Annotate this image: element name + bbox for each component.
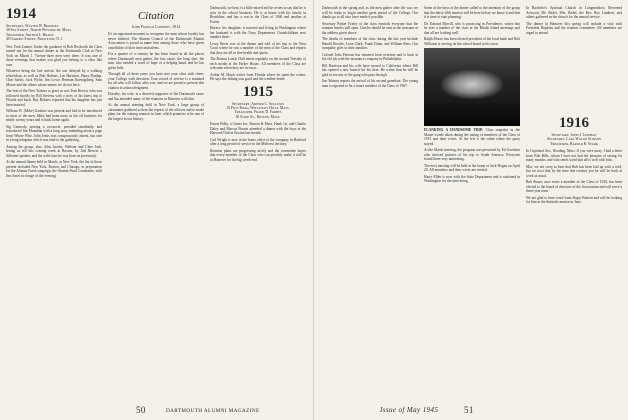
paragraph: At the March meeting, the program was presented by Ed Goodwin who showed pictures of his trip to South America. Everyone found them very interesting.: [424, 148, 520, 161]
paragraph: Whatever being the late arrival, the war delayed by a walking wheelchair, as well as Bob Holmes, Lee Harrison, Harry Dunlap, Clint Sarkis, Jack Wylie, Jim Lowe, Herman Koenigsberg, Sam Moore and the others whose names we do not have.: [6, 69, 102, 87]
paragraph: William W. (Mike) Gaskins was present and had to be introduced to most of the men. Mike had been away in the oil business for nearly twenty years and is back home again.: [6, 109, 102, 123]
paragraph: Dr. Edward Morrill, who is practicing in Providence, writes that he sees a number of the class at the Rhode Island meetings and that all are looking well.: [424, 21, 520, 35]
page-footer: [6, 404, 313, 414]
officer-line: Treasurer, Frank D. Forbes: [234, 110, 282, 115]
page-number: 50: [136, 405, 146, 415]
paragraph: Some of the boys at the dinner called to the attention of the group that the thirty-fifth reunion will be here before we know it and that it is time to start planning.: [424, 6, 520, 19]
citation-paragraph: It's an opportune moment to recognize the man whose loyalty has never faltered. The Alumni Council of the Dartmouth Alumni Association is proud to name him among those who have given unselfishly of their time and talents.: [108, 32, 204, 50]
paragraph: Colonel John Parsons has returned from overseas and is back at his old job with the insurance company in Philadelphia.: [322, 52, 418, 61]
photo-highlight: [441, 70, 502, 100]
left-column-3: [210, 6, 306, 398]
paragraph: Jim Watson reports the arrival of his second grandson. The young man is reported to be a future member of the Class of 1967.: [322, 79, 418, 88]
officer-line: Secretary, John J. Lenihan: [551, 133, 597, 137]
officer-line: Secretary, Arthur C. Sullivan: [232, 101, 284, 106]
paragraph: Dartmouth, we hear, is a little mixed and he writes to say that he is now in the school business. He is at home with his family in Brookline, and has a son in the Class of 1946 and another at Exeter.: [210, 6, 306, 24]
paragraph: Secretary Parker Fraley of the class reminds everyone that the reunion fund is still open. Checks should be sent to the treasurer at the address given above.: [322, 21, 418, 35]
paragraph: Dartmouth in the spring and, as the men gather after the war, we will be ready to begin another great period of the College. Our thanks go to all who have made it possible.: [322, 6, 418, 19]
officer-line: Secretary, Carl Waldo Stinson: [546, 137, 602, 142]
paragraph: Horace, his daughter, is married and living in Washington where her husband is with the Navy Department. Grandchildren now number three.: [210, 26, 306, 39]
officer-line: 40 Garden Street, Princeton, N. J.: [6, 37, 64, 42]
officer-line: Treasurer, Harold R. Starr: [550, 141, 598, 146]
paragraph: Bill Harrison and his wife have moved to California where Bill has opened a new branch for his firm. He writes that he will be glad to see any of the gang who pass through.: [322, 63, 418, 77]
paragraph: Arthur M. Hatch writes from Florida where he spent the winter. He says the fishing was good and the weather better.: [210, 72, 306, 81]
paragraph: The deaths of members of the class during the last year include Harold Bowles, Leon Clark, Frank Dunn, and William Ross. Our sympathy goes to their families.: [322, 37, 418, 50]
paragraph: New York Zonner. Under the guidance of Bob Beckwith the Class turned out for the annual dinner at the Dartmouth Club in New York on March 1. Twenty-three men were there. It was one of those evenings that makes you glad you belong to a class like ours.: [6, 44, 102, 67]
citation-paragraph: For a quarter of a century he has been found in all the places where Dartmouth men gather, the lost cause, the long shot, the men who needed a word of hope or a helping hand, and he has given both.: [108, 52, 204, 70]
paragraph: Ralph Moore has been elected president of the local bank and Bob Williams is serving on the school board in his town.: [424, 37, 520, 46]
paragraph: In Copeland Ave., Reading, Mass. If you were away, I had a letter from Bob Bills, whom I have not had the pleasure of seeing for many months, and who sends word that all is well with him.: [526, 149, 622, 163]
paragraph: The next meeting will be held at the home of Jack Hogan on April 20. All members and their wives are invited.: [424, 163, 520, 172]
paragraph: We are glad to have word from Roger Benton and will be looking for him at the thirtieth reunion in June.: [526, 195, 622, 205]
officer-line: 38 Sea Street, North Weymouth, Mass.: [6, 28, 72, 33]
citation-heading: Citation: [137, 10, 175, 22]
officer-line: 30 State St., Boston, Mass.: [235, 114, 281, 119]
paragraph: Carl Wright is now in the home office of the company in Hartford after a long period of service in the Midwest territory.: [210, 137, 306, 147]
class-year-heading: 1915: [243, 83, 273, 100]
officer-line: Secretary, Walter W. Bromley: [6, 24, 59, 28]
officer-line: 10 Post Road, Wellesley Hills, Mass.: [226, 105, 290, 110]
paragraph: Reunion plans are progressing nicely and the committee hopes that every member of the Class who can possibly make it will be in Hanover for the big week-end.: [210, 148, 306, 162]
page-footer: [314, 404, 622, 414]
caption-text: Class snapshot in the Maine woods taken during the outing of members of the Class of 1915 and their wives. At the left is the cabin where the party stayed.: [424, 128, 520, 146]
paragraph: Among the group, also, John Jacobs, Webster and Clare Jack, letting us tell this coming week at Boston, by Joel Brewer a different speaker, and the wild class he was born on previously.: [6, 144, 102, 158]
citation-subheading: John Francis Connery, 1914: [131, 24, 181, 29]
page-number: 51: [464, 405, 474, 415]
paragraph: In Bachelor's Spiritual Church in Longmeadow, Reverend Attwood, Mr. Radel, Mrs. Radel, the Rev. Roy Lambert, and others gathered in the church for the annual service.: [526, 6, 622, 19]
column-spacer: [526, 37, 622, 115]
caption-lead: FLANKING A HANDSOME TRIP:: [424, 128, 484, 132]
paragraph: Ernest Bilby, a Cirner Inc, Boston & Mass. Hank 1st, and Charlie Daley and Marcus Brown attended a dinner with the boys at the Harvard Club in Boston last month.: [210, 122, 306, 136]
paragraph: Bob Stuart, once more a member of the Class of 1916, has been elected to the board of directors of the Association and will serve a three-year term.: [526, 180, 622, 194]
paragraph: Harry Elder is now with the State Department and is stationed in Washington for the time being.: [424, 174, 520, 183]
citation-paragraph: Through all of these years you have met your class with cheer, your College with devotion. Your record of service is a standard for all who will follow after you, and we are proud to present this citation in acknowledgment.: [108, 72, 204, 90]
woods-photograph: [424, 48, 520, 126]
paragraph: The first of the New Yorkers to greet us was Tom Brown, who was followed shortly by Bill Stevens with a story of his latest trip to Florida and back. Ray Roberts reported that his daughter has just been married.: [6, 89, 102, 107]
issue-date: Issue of May 1945: [380, 406, 439, 414]
left-column-1: [6, 6, 102, 398]
officer-line: Treasurer, Arthur L. Brady: [6, 32, 54, 37]
paragraph: The Boston Lunch Club meets regularly on the second Tuesday of each month at the Parker House. All members of the Class are welcome when they are in town.: [210, 57, 306, 70]
photo-shadow: [424, 103, 520, 126]
class-officers: [526, 133, 622, 146]
class-year-heading: 1914: [6, 6, 36, 22]
photo-block: [424, 48, 520, 126]
right-column-3: [526, 6, 622, 398]
right-column-1: [322, 6, 418, 398]
photo-caption: [424, 128, 520, 146]
paragraph: Leroy Beers was at the dinner and told of his trip to the West Coast where he saw a number of the men of the Class and reports that they are all in fine health and spirits.: [210, 41, 306, 55]
magazine-name: DARTMOUTH ALUMNI MAGAZINE: [166, 408, 260, 414]
paragraph: At the annual meeting held in New York, a large group of classmates gathered to hear the reports of the officers and to make plans for the coming reunion in June, which promises to be one of the largest in our history.: [108, 103, 204, 121]
paragraph: At the annual dinner held in March, at New York, the list of those present included New York, Boston, and Chicago, in preparation for the Alumni Fund campaign, the Alumni Fund Committee, with Jim Jones in charge of the evening.: [6, 160, 102, 178]
right-page: [314, 0, 628, 420]
paragraph: Dorothy, his wife, is a devoted supporter of the Dartmouth cause and has attended many of the reunions in Hanover with him.: [108, 92, 204, 101]
right-column-2: [424, 6, 520, 398]
class-officers: [6, 24, 102, 42]
paragraph: The dinner in Hanover this spring will include a visit with President Hopkins and the reunion committee. All members are urged to attend.: [526, 21, 622, 35]
class-officers: [210, 102, 306, 120]
paragraph: Mac, we are sorry to hear that Bob has been laid up with a cold, but we trust that by the time this reaches you he will be back at work as usual.: [526, 164, 622, 178]
paragraph: Sig Carmody, nearing a crossover, presided steadfastly, and introduced Jim Monahan with a long story intending about a page from Where Who. John Jenks was conspicuously absent, but sent in a long telegram which was read to the gathering.: [6, 124, 102, 143]
left-column-2: [108, 6, 204, 398]
class-year-heading: 1916: [559, 115, 589, 131]
